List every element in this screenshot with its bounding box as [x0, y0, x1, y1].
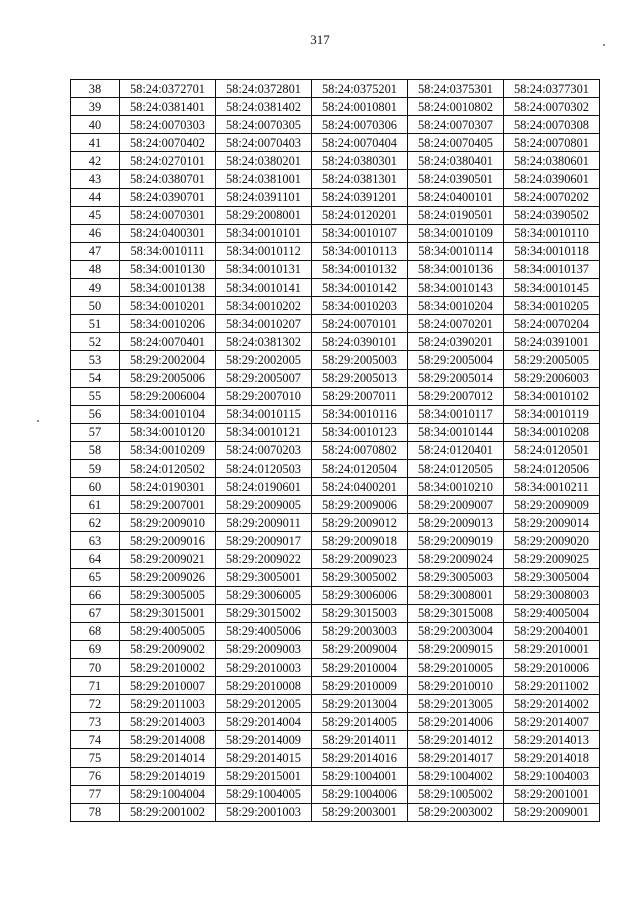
row-number: 68	[71, 622, 120, 640]
cadastral-number-cell: 58:29:2014018	[504, 749, 600, 767]
cadastral-number-cell: 58:29:1004003	[504, 767, 600, 785]
table-row	[71, 459, 600, 477]
cadastral-number-cell: 58:29:2009004	[312, 640, 408, 658]
cadastral-number-cell: 58:24:0390501	[408, 170, 504, 188]
cadastral-number-cell: 58:24:0381402	[216, 98, 312, 116]
cadastral-number-cell: 58:29:2009006	[312, 496, 408, 514]
cadastral-number-cell: 58:29:2013005	[408, 695, 504, 713]
cadastral-number-cell: 58:29:2009005	[216, 496, 312, 514]
cadastral-number-cell: 58:24:0400201	[312, 478, 408, 496]
cadastral-number-cell: 58:24:0390101	[312, 333, 408, 351]
row-number: 54	[71, 369, 120, 387]
row-number: 45	[71, 206, 120, 224]
cadastral-number-cell: 58:29:2005003	[312, 351, 408, 369]
cadastral-number-cell: 58:24:0070301	[120, 206, 216, 224]
cadastral-number-cell: 58:29:2014016	[312, 749, 408, 767]
table-row	[71, 677, 600, 695]
table-row	[71, 152, 600, 170]
cadastral-number-cell: 58:29:3006006	[312, 586, 408, 604]
table-row	[71, 514, 600, 532]
cadastral-number-cell: 58:29:2010009	[312, 677, 408, 695]
table-row	[71, 297, 600, 315]
cadastral-number-cell: 58:29:2012005	[216, 695, 312, 713]
cadastral-number-cell: 58:29:2014003	[120, 713, 216, 731]
cadastral-number-cell: 58:24:0070401	[120, 333, 216, 351]
cadastral-number-cell: 58:34:0010137	[504, 260, 600, 278]
cadastral-number-cell: 58:29:2009025	[504, 550, 600, 568]
cadastral-number-cell: 58:29:2011002	[504, 677, 600, 695]
cadastral-number-cell: 58:24:0375201	[312, 80, 408, 98]
cadastral-number-cell: 58:34:0010143	[408, 279, 504, 297]
cadastral-number-cell: 58:29:2009024	[408, 550, 504, 568]
table-row	[71, 98, 600, 116]
cadastral-number-cell: 58:29:2014005	[312, 713, 408, 731]
cadastral-number-cell: 58:29:2014008	[120, 731, 216, 749]
cadastral-number-cell: 58:34:0010142	[312, 279, 408, 297]
row-number: 65	[71, 568, 120, 586]
cadastral-number-cell: 58:24:0391001	[504, 333, 600, 351]
cadastral-number-cell: 58:34:0010203	[312, 297, 408, 315]
cadastral-number-cell: 58:29:2009007	[408, 496, 504, 514]
cadastral-number-cell: 58:24:0070307	[408, 116, 504, 134]
cadastral-number-cell: 58:29:2011003	[120, 695, 216, 713]
row-number: 56	[71, 405, 120, 423]
cadastral-number-cell: 58:34:0010107	[312, 224, 408, 242]
row-number: 53	[71, 351, 120, 369]
cadastral-number-cell: 58:29:2009003	[216, 640, 312, 658]
row-number: 76	[71, 767, 120, 785]
cadastral-number-cell: 58:29:2008001	[216, 206, 312, 224]
table-row	[71, 224, 600, 242]
cadastral-number-cell: 58:29:2014012	[408, 731, 504, 749]
cadastral-number-cell: 58:29:1004006	[312, 785, 408, 803]
cadastral-number-cell: 58:34:0010101	[216, 224, 312, 242]
cadastral-number-cell: 58:24:0375301	[408, 80, 504, 98]
table-row	[71, 134, 600, 152]
cadastral-number-cell: 58:29:1004004	[120, 785, 216, 803]
row-number: 38	[71, 80, 120, 98]
table-row	[71, 604, 600, 622]
cadastral-number-cell: 58:29:2014017	[408, 749, 504, 767]
table-row	[71, 640, 600, 658]
row-number: 62	[71, 514, 120, 532]
cadastral-number-cell: 58:34:0010144	[408, 423, 504, 441]
table-row	[71, 260, 600, 278]
cadastral-number-cell: 58:34:0010210	[408, 478, 504, 496]
cadastral-number-cell: 58:34:0010104	[120, 405, 216, 423]
cadastral-number-cell: 58:29:2014014	[120, 749, 216, 767]
cadastral-number-cell: 58:29:2010001	[504, 640, 600, 658]
cadastral-number-cell: 58:34:0010201	[120, 297, 216, 315]
row-number: 55	[71, 387, 120, 405]
table-body	[71, 80, 600, 822]
cadastral-number-cell: 58:24:0120504	[312, 459, 408, 477]
cadastral-number-cell: 58:24:0120401	[408, 441, 504, 459]
cadastral-number-cell: 58:29:2010005	[408, 659, 504, 677]
cadastral-number-cell: 58:29:2010010	[408, 677, 504, 695]
cadastral-number-cell: 58:34:0010116	[312, 405, 408, 423]
table-row	[71, 659, 600, 677]
cadastral-number-cell: 58:34:0010141	[216, 279, 312, 297]
cadastral-number-cell: 58:29:2009022	[216, 550, 312, 568]
cadastral-number-cell: 58:29:3005001	[216, 568, 312, 586]
table-row	[71, 767, 600, 785]
row-number: 48	[71, 260, 120, 278]
table-row	[71, 80, 600, 98]
table-row	[71, 749, 600, 767]
cadastral-table	[70, 79, 600, 822]
cadastral-number-cell: 58:24:0391201	[312, 188, 408, 206]
cadastral-number-cell: 58:29:2010002	[120, 659, 216, 677]
row-number: 73	[71, 713, 120, 731]
cadastral-number-cell: 58:29:2003001	[312, 803, 408, 821]
cadastral-number-cell: 58:29:2010006	[504, 659, 600, 677]
cadastral-number-cell: 58:24:0372801	[216, 80, 312, 98]
cadastral-number-cell: 58:29:2009015	[408, 640, 504, 658]
row-number: 72	[71, 695, 120, 713]
row-number: 43	[71, 170, 120, 188]
cadastral-number-cell: 58:29:2014019	[120, 767, 216, 785]
cadastral-number-cell: 58:24:0010801	[312, 98, 408, 116]
cadastral-number-cell: 58:24:0070306	[312, 116, 408, 134]
cadastral-number-cell: 58:29:2010008	[216, 677, 312, 695]
scan-speck	[37, 420, 39, 422]
row-number: 77	[71, 785, 120, 803]
table-row	[71, 423, 600, 441]
cadastral-number-cell: 58:24:0190501	[408, 206, 504, 224]
cadastral-number-cell: 58:29:2001002	[120, 803, 216, 821]
row-number: 64	[71, 550, 120, 568]
cadastral-number-cell: 58:29:2005014	[408, 369, 504, 387]
cadastral-number-cell: 58:24:0381302	[216, 333, 312, 351]
cadastral-number-cell: 58:29:1004001	[312, 767, 408, 785]
row-number: 69	[71, 640, 120, 658]
cadastral-number-cell: 58:24:0070203	[216, 441, 312, 459]
row-number: 75	[71, 749, 120, 767]
cadastral-number-cell: 58:29:2005005	[504, 351, 600, 369]
cadastral-number-cell: 58:34:0010120	[120, 423, 216, 441]
cadastral-number-cell: 58:29:1005002	[408, 785, 504, 803]
cadastral-number-cell: 58:34:0010121	[216, 423, 312, 441]
cadastral-number-cell: 58:24:0120503	[216, 459, 312, 477]
cadastral-number-cell: 58:24:0380701	[120, 170, 216, 188]
cadastral-number-cell: 58:34:0010111	[120, 242, 216, 260]
table-row	[71, 695, 600, 713]
cadastral-number-cell: 58:29:2005007	[216, 369, 312, 387]
table-row	[71, 441, 600, 459]
cadastral-number-cell: 58:29:2006004	[120, 387, 216, 405]
table-row	[71, 803, 600, 821]
cadastral-number-cell: 58:24:0391101	[216, 188, 312, 206]
cadastral-number-cell: 58:34:0010119	[504, 405, 600, 423]
cadastral-number-cell: 58:24:0070101	[312, 315, 408, 333]
table-row	[71, 478, 600, 496]
cadastral-number-cell: 58:29:3015001	[120, 604, 216, 622]
cadastral-number-cell: 58:34:0010138	[120, 279, 216, 297]
cadastral-number-cell: 58:24:0120501	[504, 441, 600, 459]
cadastral-number-cell: 58:34:0010136	[408, 260, 504, 278]
cadastral-number-cell: 58:24:0380601	[504, 152, 600, 170]
cadastral-number-cell: 58:24:0390601	[504, 170, 600, 188]
cadastral-number-cell: 58:34:0010208	[504, 423, 600, 441]
cadastral-number-cell: 58:34:0010205	[504, 297, 600, 315]
cadastral-number-cell: 58:29:3005004	[504, 568, 600, 586]
table-row	[71, 496, 600, 514]
cadastral-number-cell: 58:24:0400301	[120, 224, 216, 242]
cadastral-number-cell: 58:29:2010007	[120, 677, 216, 695]
table-row	[71, 550, 600, 568]
cadastral-number-cell: 58:24:0381001	[216, 170, 312, 188]
cadastral-number-cell: 58:34:0010145	[504, 279, 600, 297]
cadastral-number-cell: 58:29:2013004	[312, 695, 408, 713]
cadastral-number-cell: 58:34:0010206	[120, 315, 216, 333]
table-row	[71, 242, 600, 260]
table-row	[71, 568, 600, 586]
row-number: 61	[71, 496, 120, 514]
cadastral-number-cell: 58:29:4005006	[216, 622, 312, 640]
row-number: 57	[71, 423, 120, 441]
row-number: 74	[71, 731, 120, 749]
table-row	[71, 713, 600, 731]
cadastral-number-cell: 58:34:0010123	[312, 423, 408, 441]
table-row	[71, 315, 600, 333]
cadastral-number-cell: 58:29:2015001	[216, 767, 312, 785]
cadastral-number-cell: 58:29:2014011	[312, 731, 408, 749]
cadastral-number-cell: 58:29:2005006	[120, 369, 216, 387]
cadastral-number-cell: 58:29:4005004	[504, 604, 600, 622]
cadastral-number-cell: 58:29:2007011	[312, 387, 408, 405]
cadastral-number-cell: 58:29:2009026	[120, 568, 216, 586]
cadastral-number-cell: 58:29:2009009	[504, 496, 600, 514]
row-number: 42	[71, 152, 120, 170]
cadastral-number-cell: 58:29:2010004	[312, 659, 408, 677]
cadastral-number-cell: 58:29:2003004	[408, 622, 504, 640]
cadastral-number-cell: 58:24:0010802	[408, 98, 504, 116]
cadastral-number-cell: 58:29:2002005	[216, 351, 312, 369]
row-number: 52	[71, 333, 120, 351]
cadastral-number-cell: 58:24:0070305	[216, 116, 312, 134]
row-number: 60	[71, 478, 120, 496]
cadastral-number-cell: 58:29:3015002	[216, 604, 312, 622]
cadastral-number-cell: 58:29:2009016	[120, 532, 216, 550]
table-row	[71, 206, 600, 224]
cadastral-number-cell: 58:29:2014002	[504, 695, 600, 713]
cadastral-number-cell: 58:24:0190601	[216, 478, 312, 496]
cadastral-number-cell: 58:29:3005003	[408, 568, 504, 586]
cadastral-number-cell: 58:29:2001003	[216, 803, 312, 821]
table-row	[71, 785, 600, 803]
cadastral-number-cell: 58:24:0380201	[216, 152, 312, 170]
cadastral-number-cell: 58:29:2006003	[504, 369, 600, 387]
cadastral-number-cell: 58:24:0380301	[312, 152, 408, 170]
cadastral-number-cell: 58:24:0070801	[504, 134, 600, 152]
cadastral-number-cell: 58:29:2009020	[504, 532, 600, 550]
table-row	[71, 532, 600, 550]
cadastral-number-cell: 58:29:3008001	[408, 586, 504, 604]
cadastral-number-cell: 58:29:3005002	[312, 568, 408, 586]
cadastral-number-cell: 58:34:0010114	[408, 242, 504, 260]
cadastral-number-cell: 58:24:0372701	[120, 80, 216, 98]
cadastral-number-cell: 58:29:2009011	[216, 514, 312, 532]
cadastral-number-cell: 58:24:0380401	[408, 152, 504, 170]
row-number: 71	[71, 677, 120, 695]
cadastral-number-cell: 58:24:0190301	[120, 478, 216, 496]
cadastral-number-cell: 58:24:0120502	[120, 459, 216, 477]
cadastral-number-cell: 58:24:0377301	[504, 80, 600, 98]
cadastral-number-cell: 58:29:2009012	[312, 514, 408, 532]
row-number: 67	[71, 604, 120, 622]
table-row	[71, 116, 600, 134]
cadastral-number-cell: 58:29:2007001	[120, 496, 216, 514]
cadastral-number-cell: 58:24:0070204	[504, 315, 600, 333]
row-number: 51	[71, 315, 120, 333]
cadastral-number-cell: 58:29:2014015	[216, 749, 312, 767]
cadastral-number-cell: 58:34:0010109	[408, 224, 504, 242]
cadastral-number-cell: 58:29:2007010	[216, 387, 312, 405]
row-number: 39	[71, 98, 120, 116]
row-number: 50	[71, 297, 120, 315]
cadastral-number-cell: 58:34:0010118	[504, 242, 600, 260]
row-number: 41	[71, 134, 120, 152]
table-row	[71, 586, 600, 604]
cadastral-number-cell: 58:34:0010132	[312, 260, 408, 278]
cadastral-number-cell: 58:29:1004002	[408, 767, 504, 785]
cadastral-number-cell: 58:34:0010131	[216, 260, 312, 278]
cadastral-number-cell: 58:29:2009017	[216, 532, 312, 550]
cadastral-number-cell: 58:24:0120506	[504, 459, 600, 477]
table-row	[71, 731, 600, 749]
cadastral-number-cell: 58:29:3008003	[504, 586, 600, 604]
cadastral-number-cell: 58:29:2001001	[504, 785, 600, 803]
cadastral-number-cell: 58:24:0070201	[408, 315, 504, 333]
cadastral-number-cell: 58:24:0070402	[120, 134, 216, 152]
cadastral-number-cell: 58:24:0390701	[120, 188, 216, 206]
row-number: 78	[71, 803, 120, 821]
cadastral-number-cell: 58:24:0381301	[312, 170, 408, 188]
table-row	[71, 369, 600, 387]
cadastral-number-cell: 58:29:1004005	[216, 785, 312, 803]
cadastral-number-cell: 58:34:0010113	[312, 242, 408, 260]
table-row	[71, 170, 600, 188]
cadastral-number-cell: 58:29:2005004	[408, 351, 504, 369]
cadastral-number-cell: 58:24:0120505	[408, 459, 504, 477]
cadastral-number-cell: 58:34:0010115	[216, 405, 312, 423]
cadastral-number-cell: 58:24:0070802	[312, 441, 408, 459]
table-row	[71, 387, 600, 405]
table-row	[71, 622, 600, 640]
cadastral-number-cell: 58:34:0010207	[216, 315, 312, 333]
cadastral-number-cell: 58:24:0390502	[504, 206, 600, 224]
cadastral-number-cell: 58:24:0070302	[504, 98, 600, 116]
cadastral-number-cell: 58:24:0390201	[408, 333, 504, 351]
cadastral-number-cell: 58:34:0010202	[216, 297, 312, 315]
cadastral-number-cell: 58:24:0400101	[408, 188, 504, 206]
cadastral-number-cell: 58:29:3006005	[216, 586, 312, 604]
row-number: 46	[71, 224, 120, 242]
row-number: 49	[71, 279, 120, 297]
table-row	[71, 188, 600, 206]
cadastral-number-cell: 58:34:0010117	[408, 405, 504, 423]
row-number: 40	[71, 116, 120, 134]
cadastral-number-cell: 58:29:2004001	[504, 622, 600, 640]
cadastral-number-cell: 58:24:0070405	[408, 134, 504, 152]
cadastral-number-cell: 58:29:2009002	[120, 640, 216, 658]
cadastral-number-cell: 58:29:2009019	[408, 532, 504, 550]
cadastral-number-cell: 58:29:2009010	[120, 514, 216, 532]
cadastral-number-cell: 58:34:0010130	[120, 260, 216, 278]
cadastral-number-cell: 58:29:2014004	[216, 713, 312, 731]
row-number: 63	[71, 532, 120, 550]
cadastral-number-cell: 58:29:3005005	[120, 586, 216, 604]
row-number: 44	[71, 188, 120, 206]
cadastral-number-cell: 58:29:3015003	[312, 604, 408, 622]
cadastral-number-cell: 58:29:2007012	[408, 387, 504, 405]
cadastral-number-cell: 58:24:0070308	[504, 116, 600, 134]
row-number: 58	[71, 441, 120, 459]
cadastral-number-cell: 58:29:2003003	[312, 622, 408, 640]
cadastral-number-cell: 58:29:2009001	[504, 803, 600, 821]
cadastral-number-cell: 58:29:2009014	[504, 514, 600, 532]
row-number: 47	[71, 242, 120, 260]
cadastral-number-cell: 58:29:2014007	[504, 713, 600, 731]
cadastral-number-cell: 58:29:2009023	[312, 550, 408, 568]
cadastral-number-cell: 58:29:2014006	[408, 713, 504, 731]
table-row	[71, 405, 600, 423]
cadastral-number-cell: 58:24:0070404	[312, 134, 408, 152]
table-row	[71, 279, 600, 297]
cadastral-number-cell: 58:24:0070202	[504, 188, 600, 206]
cadastral-number-cell: 58:29:2005013	[312, 369, 408, 387]
page-number: 317	[310, 32, 330, 47]
cadastral-number-cell: 58:34:0010211	[504, 478, 600, 496]
cadastral-number-cell: 58:29:3015008	[408, 604, 504, 622]
cadastral-number-cell: 58:29:4005005	[120, 622, 216, 640]
scan-speck	[603, 44, 605, 46]
cadastral-number-cell: 58:34:0010112	[216, 242, 312, 260]
row-number: 70	[71, 659, 120, 677]
cadastral-number-cell: 58:29:2002004	[120, 351, 216, 369]
cadastral-number-cell: 58:34:0010209	[120, 441, 216, 459]
cadastral-number-cell: 58:34:0010204	[408, 297, 504, 315]
cadastral-number-cell: 58:29:2014009	[216, 731, 312, 749]
cadastral-number-cell: 58:29:2009021	[120, 550, 216, 568]
table-row	[71, 351, 600, 369]
cadastral-number-cell: 58:24:0120201	[312, 206, 408, 224]
cadastral-number-cell: 58:24:0070303	[120, 116, 216, 134]
cadastral-number-cell: 58:24:0381401	[120, 98, 216, 116]
row-number: 66	[71, 586, 120, 604]
cadastral-number-cell: 58:24:0070403	[216, 134, 312, 152]
cadastral-number-cell: 58:34:0010110	[504, 224, 600, 242]
cadastral-number-cell: 58:24:0270101	[120, 152, 216, 170]
cadastral-number-cell: 58:34:0010102	[504, 387, 600, 405]
cadastral-number-cell: 58:29:2009018	[312, 532, 408, 550]
table-row	[71, 333, 600, 351]
cadastral-number-cell: 58:29:2003002	[408, 803, 504, 821]
cadastral-number-cell: 58:29:2014013	[504, 731, 600, 749]
cadastral-number-cell: 58:29:2010003	[216, 659, 312, 677]
cadastral-number-cell: 58:29:2009013	[408, 514, 504, 532]
row-number: 59	[71, 459, 120, 477]
